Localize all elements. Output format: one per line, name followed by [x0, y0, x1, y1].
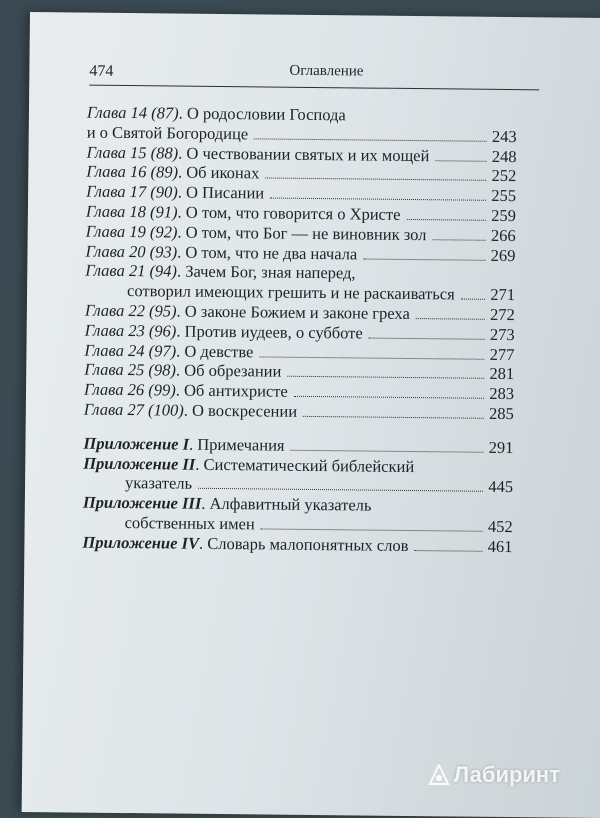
table-of-contents — [82, 103, 517, 557]
leader-dots — [265, 178, 486, 181]
chapter-title: . Зачем Бог, зная наперед, — [176, 261, 356, 283]
leader-dots — [294, 396, 484, 399]
chapter-label: Глава 21 (94) — [85, 260, 178, 281]
appendix-title: . Словарь малопонятных слов — [198, 533, 409, 555]
appendix-title: . Алфавитный указатель — [201, 493, 372, 515]
appendix-label: Приложение III — [82, 492, 202, 513]
chapter-label: Глава 27 (100) — [83, 399, 184, 420]
leader-dots — [406, 219, 485, 221]
leader-dots — [435, 160, 486, 162]
page-ref: 269 — [490, 245, 516, 265]
page-ref: 445 — [488, 477, 514, 497]
leader-dots — [416, 318, 485, 320]
chapter-label: Глава 23 (96) — [84, 320, 177, 341]
chapter-label: Глава 26 (99) — [83, 379, 176, 400]
page-ref: 461 — [487, 536, 513, 556]
chapter-label: Глава 15 (88) — [86, 142, 179, 163]
chapter-label: Глава 16 (89) — [86, 161, 179, 182]
chapter-label: Глава 22 (95) — [84, 300, 177, 321]
chapter-title: . Об антихристе — [175, 380, 288, 401]
chapter-label: Глава 18 (91) — [85, 201, 178, 222]
page-ref: 283 — [489, 383, 515, 404]
page-ref: 243 — [491, 126, 517, 146]
chapter-label: Глава 20 (93) — [85, 241, 178, 262]
chapter-title: . О том, что Бог — не виновник зол — [177, 222, 427, 244]
chapter-title: . О Писании — [177, 182, 265, 203]
page-ref: 248 — [491, 146, 517, 166]
chapter-label: Глава 25 (98) — [84, 359, 177, 380]
leader-dots — [432, 239, 485, 241]
page-ref: 452 — [487, 516, 513, 537]
chapter-label: Глава 14 (87) — [86, 102, 179, 123]
page-ref: 281 — [489, 364, 515, 384]
page-ref: 272 — [490, 304, 515, 325]
page-ref: 271 — [490, 285, 516, 305]
chapter-title: . О том, что не два начала — [177, 242, 358, 264]
leader-dots — [270, 198, 486, 201]
leader-dots — [461, 299, 485, 300]
leader-dots — [287, 376, 484, 379]
page-ref: 277 — [489, 344, 515, 364]
header-title: Оглавление — [289, 62, 364, 80]
leader-dots — [198, 488, 483, 492]
labyrinth-logo-icon — [428, 764, 450, 786]
appendix-label: Приложение IV — [82, 532, 200, 553]
page-header — [89, 59, 539, 91]
book-page — [22, 12, 600, 818]
page-number: 474 — [89, 62, 114, 80]
watermark-text: Лабиринт — [453, 762, 560, 787]
toc-entry — [82, 532, 512, 556]
page-ref: 273 — [489, 324, 515, 344]
chapter-title: . О том, что говорится о Христе — [177, 202, 401, 224]
appendix-title: . Примечания — [188, 434, 285, 455]
page-ref: 259 — [491, 205, 516, 226]
leader-dots — [259, 356, 484, 359]
appendix-title-continuation: указатель — [124, 473, 193, 494]
chapter-label: Глава 24 (97) — [84, 340, 177, 361]
leader-dots — [414, 550, 482, 552]
chapter-title-continuation: сотворил имеющих грешить и не раскаиваться — [126, 281, 455, 304]
appendix-label: Приложение II — [83, 453, 196, 474]
leader-dots — [261, 528, 483, 531]
leader-dots — [369, 337, 485, 339]
chapter-title: . Об иконах — [177, 162, 260, 183]
page-ref: 255 — [491, 186, 517, 206]
chapter-title: . Против иудеев, о субботе — [176, 321, 363, 343]
appendix-label: Приложение I — [83, 433, 190, 454]
chapter-title: . О родословии Господа — [178, 103, 346, 125]
appendix-title: . Систематический библейский — [195, 454, 415, 476]
labirint-watermark — [428, 762, 560, 788]
chapter-title: . Об обрезании — [175, 360, 282, 382]
page-ref: 291 — [488, 437, 514, 457]
page-ref: 285 — [488, 403, 514, 424]
chapter-title: . О законе Божием и законе греха — [176, 301, 410, 323]
page-ref: 266 — [490, 225, 516, 245]
chapter-title-continuation: и о Святой Богородице — [86, 122, 249, 144]
appendix-title-continuation: собственных имен — [124, 512, 255, 534]
leader-dots — [291, 450, 484, 453]
chapter-label: Глава 19 (92) — [85, 221, 178, 242]
chapter-title: . О девстве — [176, 341, 254, 361]
page-ref: 252 — [491, 166, 517, 186]
leader-dots — [303, 416, 484, 419]
chapter-label: Глава 17 (90) — [86, 181, 178, 202]
leader-dots — [254, 138, 487, 141]
chapter-title: . О воскресении — [183, 400, 298, 421]
leader-dots — [363, 258, 485, 260]
chapter-title: . О чествовании святых и их мощей — [178, 143, 430, 165]
